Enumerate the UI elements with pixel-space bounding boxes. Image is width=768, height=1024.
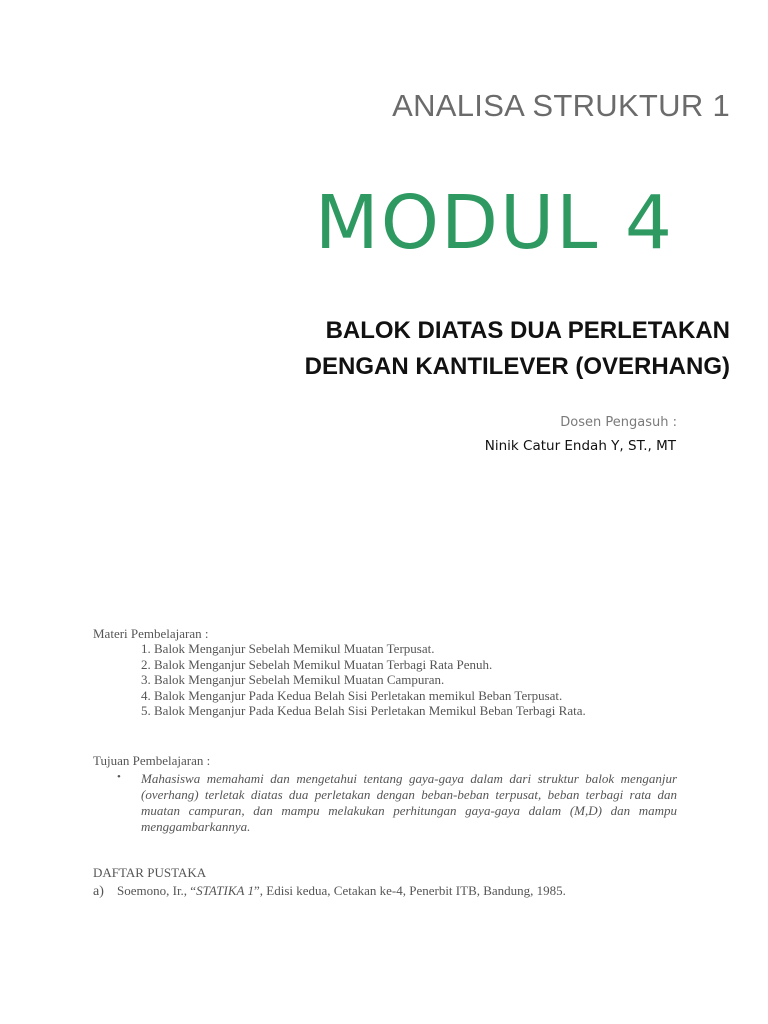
list-item: 2. Balok Menganjur Sebelah Memikul Muatan Terbagi Rata Penuh. <box>141 656 493 672</box>
subtitle-line-1: BALOK DIATAS DUA PERLETAKAN <box>325 317 730 344</box>
tujuan-block <box>117 771 677 835</box>
list-item: 3. Balok Menganjur Sebelah Memikul Muatan Campuran. <box>141 672 445 687</box>
bullet-icon: • <box>117 771 121 783</box>
pustaka-heading: DAFTAR PUSTAKA <box>93 865 207 880</box>
lecturer-name: Ninik Catur Endah Y, ST., MT <box>484 438 676 454</box>
materi-list <box>141 641 586 719</box>
reference-item <box>93 883 566 900</box>
module-title: MODUL 4 <box>314 180 674 266</box>
materi-heading: Materi Pembelajaran : <box>93 626 209 641</box>
list-item: 4. Balok Menganjur Pada Kedua Belah Sisi Perletakan memikul Beban Terpusat. <box>141 687 563 703</box>
reference-author: Soemono, Ir., “ <box>117 883 197 898</box>
tujuan-text: Mahasiswa memahami dan mengetahui tentang gaya-gaya dalam dari struktur balok menganjur (overhang) terletak diatas dua perletakan dengan beban-beban terpusat, beban terbagi rata dan muatan campuran, dan mampu melakukan perhitungan gaya-gaya dalam (M,D) dan mampu menggambarkannya. <box>141 771 677 834</box>
tujuan-heading: Tujuan Pembelajaran : <box>93 753 211 768</box>
reference-marker: a) <box>93 884 104 899</box>
reference-details: ”, Edisi kedua, Cetakan ke-4, Penerbit ITB, Bandung, 1985. <box>254 883 566 898</box>
list-item: 5. Balok Menganjur Pada Kedua Belah Sisi Perletakan Memikul Beban Terbagi Rata. <box>141 703 586 718</box>
reference-title: STATIKA 1 <box>196 883 254 898</box>
list-item: 1. Balok Menganjur Sebelah Memikul Muatan Terpusat. <box>141 641 435 656</box>
module-subtitle <box>305 313 730 385</box>
subtitle-line-2: DENGAN KANTILEVER (OVERHANG) <box>304 353 730 380</box>
course-title: ANALISA STRUKTUR 1 <box>392 88 730 123</box>
lecturer-label: Dosen Pengasuh : <box>560 415 677 430</box>
